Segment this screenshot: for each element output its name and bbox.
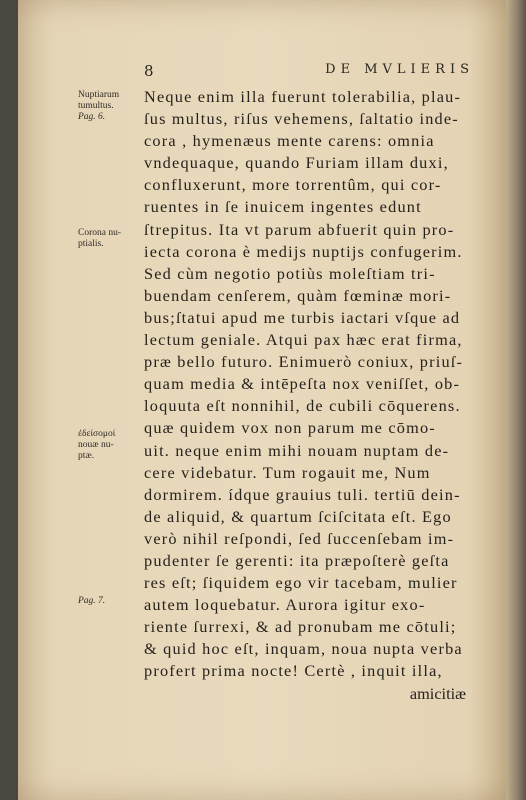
margin-note-line: ἐδείσομοί xyxy=(78,429,116,439)
margin-note-ref: Pag. 7. xyxy=(78,596,106,606)
margin-note-1 xyxy=(78,90,144,123)
margin-note-4 xyxy=(78,596,144,607)
text-line: profert prima nocte! Certè , inquit illa, xyxy=(144,661,443,681)
text-line: Sed cùm negotio potiùs moleſtiam tri- xyxy=(144,263,436,283)
text-line: ſtrepitus. Ita vt parum abfuerit quin pro- xyxy=(144,219,455,239)
margin-note-line: ptialis. xyxy=(78,239,104,249)
text-line: lectum geniale. Atqui pax hæc erat firma, xyxy=(144,330,463,350)
text-line: de aliquid, & quartum ſciſcitata eſt. Ego xyxy=(144,506,452,526)
text-line: verò nihil reſpondi, ſed ſuccenſebam im- xyxy=(144,528,455,548)
text-line: vndequaque, quando Furiam illam duxi, xyxy=(144,153,449,173)
text-line: iecta corona è medijs nuptijs confugerim. xyxy=(144,241,463,261)
body-text xyxy=(144,86,474,705)
margin-note-ref: Pag. 6. xyxy=(78,112,106,122)
margin-note-line: nouæ nu- xyxy=(78,440,114,450)
text-line: uit. neque enim mihi nouam nuptam de- xyxy=(144,440,450,460)
text-line: ruentes in ſe inuicem ingentes edunt xyxy=(144,197,422,217)
margin-note-line: tumultus. xyxy=(78,101,114,111)
text-line: confluxerunt, more torrentûm, qui cor- xyxy=(144,175,442,195)
text-line: amicitiæ xyxy=(409,683,466,703)
text-line: autem loquebatur. Aurora igitur exo- xyxy=(144,595,426,615)
margin-note-line: Corona nu- xyxy=(78,228,122,238)
text-line: ſus multus, riſus vehemens, ſaltatio inde- xyxy=(144,109,459,129)
text-line: præ bello futuro. Enimuerò coniux, priuſ- xyxy=(144,352,464,372)
text-line: riente ſurrexi, & ad pronubam me cōtuli; xyxy=(144,617,457,637)
margin-note-2 xyxy=(78,228,144,250)
margin-note-3 xyxy=(78,429,144,462)
text-line: dormirem. ídque grauius tuli. tertiū dein- xyxy=(144,484,461,504)
text-line: Neque enim illa fuerunt tolerabilia, plau- xyxy=(144,87,462,106)
text-line: res eſt; ſiquidem ego vir tacebam, mulier xyxy=(144,573,458,593)
page-edge xyxy=(506,0,526,800)
text-line: pudenter ſe gerenti: ita præpoſterè geſta xyxy=(144,550,450,570)
text-line: buendam cenſerem, quàm fœminæ mori- xyxy=(144,285,452,305)
text-line: quam media & intēpeſta nox veniſſet, ob- xyxy=(144,374,461,394)
running-title: DE MVLIERIS xyxy=(325,62,474,77)
text-line: quæ quidem vox non parum me cōmo- xyxy=(144,418,436,438)
page-number: 8 xyxy=(144,62,154,80)
text-line: bus;ſtatui apud me turbis iactari vſque ad xyxy=(144,307,461,327)
margin-note-line: Nuptiarum xyxy=(78,90,120,100)
text-line: & quid hoc eſt, inquam, noua nupta verba xyxy=(144,639,463,659)
text-line: cere videbatur. Tum rogauit me, Num xyxy=(144,462,431,482)
text-line: cora , hymenæus mente carens: omnia xyxy=(144,131,435,151)
margin-note-line: ptæ. xyxy=(78,451,95,461)
running-header xyxy=(144,62,474,80)
text-line: loquuta eſt nonnihil, de cubili cōquerens. xyxy=(144,396,461,416)
